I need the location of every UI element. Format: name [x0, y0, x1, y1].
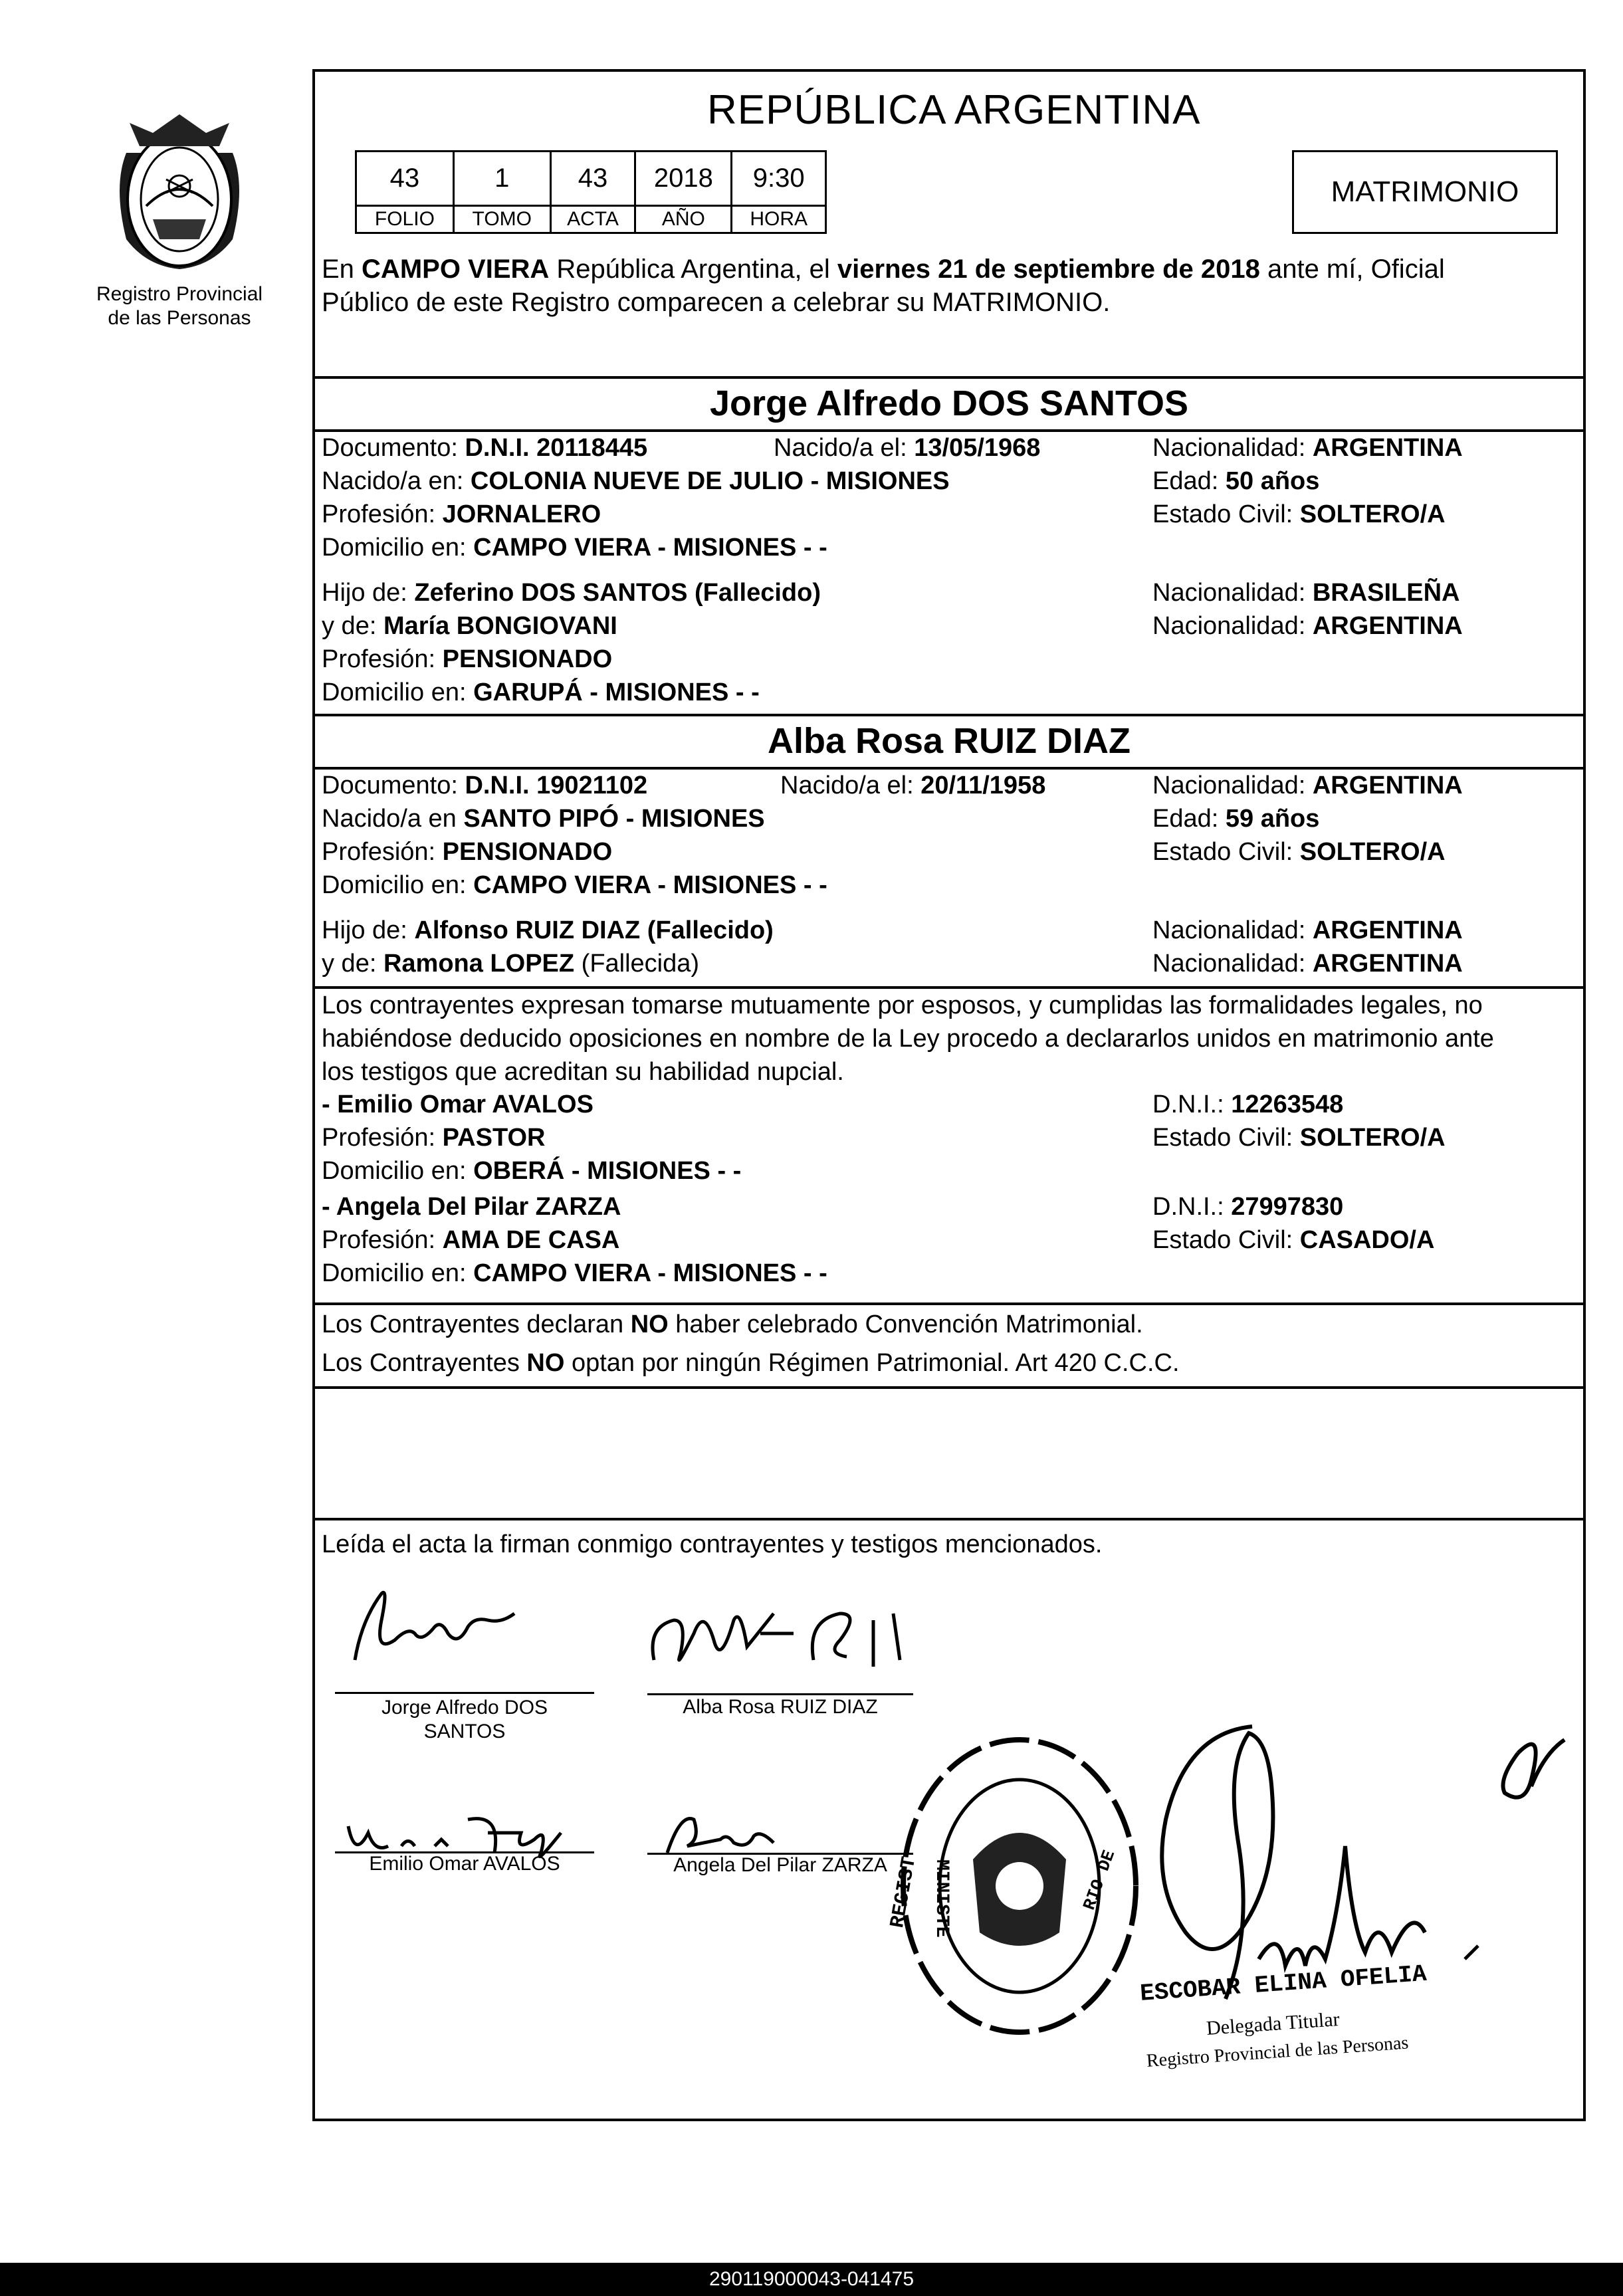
act-type-box [1292, 150, 1558, 234]
signature-caption-jorge: Jorge Alfredo DOS SANTOS [381, 1697, 548, 1742]
spouse2-name: Alba Rosa RUIZ DIAZ [767, 721, 1131, 761]
registry-name-line2: de las Personas [108, 307, 251, 329]
divider [315, 714, 1583, 716]
signature-jorge [335, 1580, 534, 1673]
official-office: Registro Provincial de las Personas [1146, 2032, 1410, 2071]
ano-value: 2018 [635, 152, 732, 206]
divider [315, 429, 1583, 432]
official-name: ESCOBAR ELINA OFELIA [1139, 1960, 1428, 2008]
signature-line [335, 1692, 594, 1694]
intro-date: viernes 21 de septiembre de 2018 [837, 255, 1260, 284]
divider [315, 1386, 1583, 1389]
registry-name-line1: Registro Provincial [96, 283, 263, 305]
acta-label: ACTA [550, 206, 635, 233]
provincial-seal-icon [100, 106, 259, 279]
signature-alba [641, 1594, 933, 1680]
hora-value: 9:30 [732, 152, 826, 206]
hora-label: HORA [732, 206, 826, 233]
act-type: MATRIMONIO [1331, 175, 1519, 208]
signature-line [647, 1693, 913, 1695]
signature-caption-alba: Alba Rosa RUIZ DIAZ [683, 1696, 878, 1718]
closing-text: Leída el acta la firman conmigo contrayentes y testigos mencionados. [322, 1530, 1103, 1558]
divider [315, 376, 1583, 379]
declaration-text: Los contrayentes expresan tomarse mutuamente por esposos, y cumplidas las formalidades legales, no habiéndose deducido oposiciones en nombre de la Ley procedo a declararlos unidos en matrimonio ante los testigos que acreditan su habilidad nupcial. [322, 991, 1494, 1086]
signature-caption-emilio: Emilio Omar AVALOS [369, 1853, 560, 1875]
ano-label: AÑO [635, 206, 732, 233]
folio-label: FOLIO [356, 206, 454, 233]
regime-text: Los Contrayentes declaran NO haber celebrado Convención Matrimonial. Los Contrayentes NO optan por ningún Régimen Patrimonial. Art 420 C.C.C. [322, 1310, 1180, 1377]
folio-value: 43 [356, 152, 454, 206]
official-role: Delegada Titular [1206, 2008, 1341, 2039]
spouse1-name: Jorge Alfredo DOS SANTOS [709, 383, 1189, 423]
document-code-footer: 290119000043-041475 [0, 2263, 1623, 2296]
registry-name [66, 282, 292, 330]
intro-place: CAMPO VIERA [362, 255, 550, 284]
signature-caption-angela: Angela Del Pilar ZARZA [673, 1854, 887, 1876]
tomo-label: TOMO [453, 206, 550, 233]
record-reference-table [355, 150, 827, 234]
divider [315, 1518, 1583, 1520]
seal-ring-mid: MINISTE [931, 1859, 952, 1938]
seal-ring-left: REGIST [887, 1855, 922, 1930]
divider [315, 767, 1583, 770]
seal-ring-right: RIO DE [1079, 1847, 1120, 1913]
signature-angela [661, 1806, 794, 1859]
certificate-frame: REPÚBLICA ARGENTINA 43 1 43 2018 9:30 FOLIO TOMO ACTA AÑO HORA MATRIMONIO En CAMPO VIERA República Argentina, el viernes 21 de septiembre de 2018 ante mí, Oficial Público de este Registro comparecen a celebrar su MATRIMONIO. Jorge Alfredo DOS SANTOS Documento: D.N.I. 20118445 Nacido/a el: 13/05/1968 Nacionalidad: ARGENTINA Nacido/a en: COLONIA NUEVE DE JULIO - MISIONES Edad: 50 años Profesión: JORNALERO Estado Civil: SOLTERO/A Domicilio en: CAMPO VIERA - MISIONES - - Hijo de: Zeferino DOS SANTOS (Fallecido) Nacionalidad: BRASILEÑA y de: María BONGIOVANI Nacionalidad: ARGENTINA Profesión: PENSIONADO Domicilio en: GARUPÁ - MISIONES - - Alba Rosa RUIZ DIAZ Documento: D.N.I. 19021102 Nacido/a el: 20/11/1958 Nacionalidad: ARGENTINA Nacido/a en SANTO PIPÓ - MISIONES Edad: 59 años Profesión: PENSIONADO Estado Civil: SOLTERO/A Domicilio en: CAMPO VIERA - MISIONES - - Hijo de: Alfonso RUIZ DIAZ (Fallecido) Nacionalidad: ARGENTINA y de: Ramona LOPEZ (Fallecida) Nacionalidad: ARGENTINA Los contrayentes expresan tomarse mutuamente por esposos, y cumplidas las formalidades legales, no habiéndose deducido oposiciones en nombre de la Ley procedo a declararlos unidos en matrimonio ante los testigos que acreditan su habilidad nupcial. - Emilio Omar AVALOS D.N.I.: 12263548 Profesión: PASTOR Estado Civil: SOLTERO/A Domicilio en: OBERÁ - MISIONES - - - Angela Del Pilar ZARZA D.N.I.: 27997830 Profesión: AMA DE CASA Estado Civil: CASADO/A Domicilio en: CAMPO VIERA - MISIONES - - Los Contrayentes declaran NO haber celebrado Convención Matrimonial. Los Contrayentes NO optan por ningún Régimen Patrimonial. Art 420 C.C.C. Leída el acta la firman conmigo contrayentes y testigos mencionados. Jorge Alfredo DOS SANTOS Alba Rosa RUIZ DIAZ Emilio Omar AVALOS Angela Del Pilar ZARZA REGIST MINISTE RIO DE ESCOBAR ELINA OFELIA Delegada Titular Registro Provincial de las Personas [312, 69, 1586, 2121]
acta-value: 43 [550, 152, 635, 206]
intro-paragraph: En CAMPO VIERA República Argentina, el viernes 21 de septiembre de 2018 ante mí, Oficial Público de este Registro comparecen a celebrar su MATRIMONIO. [322, 255, 1445, 317]
witness2-name: - Angela Del Pilar ZARZA [322, 1193, 621, 1221]
witness1-name: - Emilio Omar AVALOS [322, 1091, 594, 1118]
registry-logo [100, 106, 259, 279]
country-title: REPÚBLICA ARGENTINA [707, 87, 1201, 133]
tomo-value: 1 [453, 152, 550, 206]
